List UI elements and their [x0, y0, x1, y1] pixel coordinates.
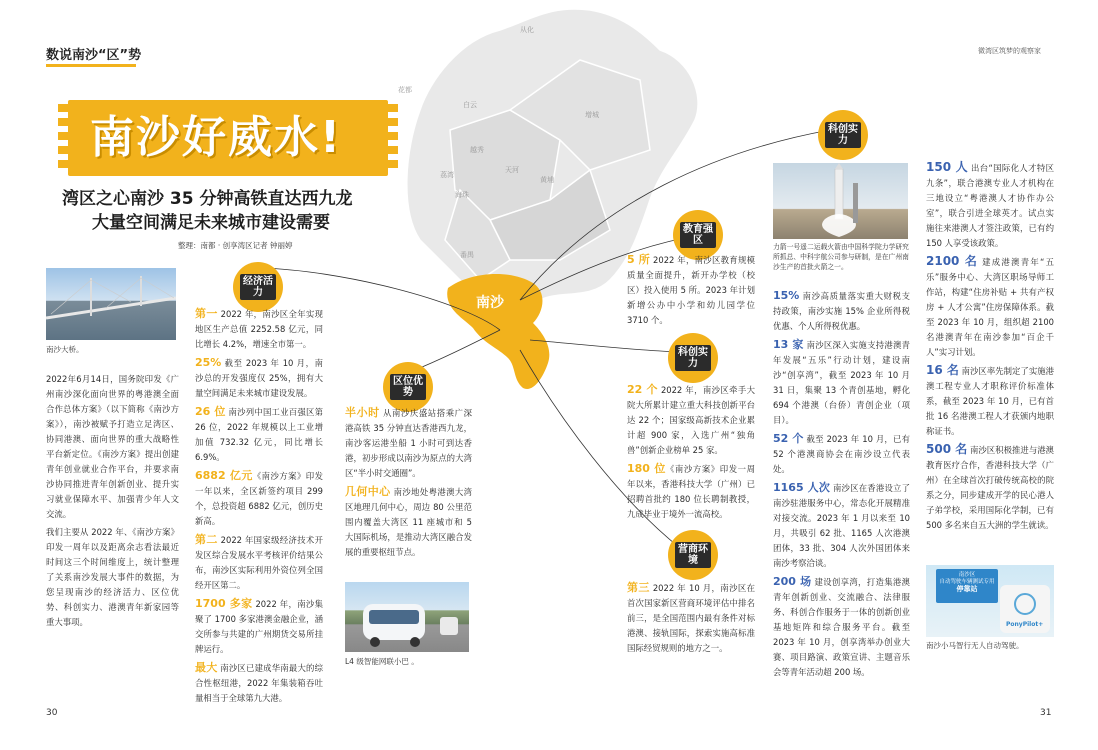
stat-item: 第三 2022 年 10 月，南沙区在首次国家新区营商环境评估中排名前三，是全国范围内最有条件对标港澳、接轨国际，探索实施高标准国际经贸规则的地方之一。	[627, 581, 755, 653]
title-dots	[58, 104, 70, 174]
stat-item: 22 个 2022 年，南沙区牵手大院大所累计建立重大科技创新平台达 22 个；国家级高新技术企业累计超 900 家，入选广州“独角兽”创新企业榜单 25 家。	[627, 383, 755, 455]
badge-economy: 经济活力	[233, 262, 283, 312]
photo-nansha-bridge	[46, 268, 176, 340]
badge-education: 教育强区	[673, 210, 723, 260]
stat-item: 6882 亿元《南沙方案》印发一年以来，全区新签约项目 299 个，总投资超 6882 亿元，创历史新高。	[195, 469, 323, 526]
map-label: 天河	[505, 166, 519, 174]
ponypilot-logo-circle	[1014, 593, 1036, 615]
map-label: 增城	[585, 111, 599, 119]
stat-item: 25% 截至 2023 年 10 月，南沙总的开发强度仅 25%，拥有大量空间满足未来城市建设发展。	[195, 356, 323, 398]
education-column	[627, 252, 755, 331]
tech-top-column	[773, 288, 910, 683]
badge-location: 区位优势	[383, 362, 433, 412]
photo-rocket-launch	[773, 163, 908, 239]
stat-item: 200 场 建设创享湾，打造集港澳青年创新创业、交流融合、法律服务、科创合作服务于一体的创新创业基地矩阵和综合服务平台。截至 2023 年 10 月，创享湾举办创业大赛、项目路演、政策宣讲、主题音乐会等青年活动超 200 场。	[773, 575, 910, 677]
talent-column	[926, 160, 1054, 536]
badge-tech-mid: 科创实力	[668, 333, 718, 383]
stat-item: 15% 南沙高质量落实重大财税支持政策，南沙实施 15% 企业所得税优惠、个人所得税优惠。	[773, 289, 910, 331]
subtitle-line2: 大量空间满足未来城市建设需要	[92, 213, 330, 233]
stat-item: 150 人 出台“国际化人才特区九条”，联合港澳专业人才机构在三地设立“粤港澳人才协作办公室”，联合引进全球英才。试点实施往来港澳人才签注政策，已有约 150 人享受该政策。	[926, 160, 1054, 248]
intro-paragraph: 2022年6月14日，国务院印发《广州南沙深化面向世界的粤港澳全面合作总体方案》（以下简称《南沙方案》），南沙被赋予打造立足湾区、协同港澳、面向世界的重大战略性平台新定位。《南沙方案》提出创建青年创业就业合作平台，并要求南沙协同推进青年创新创业、提升实习就业保障水平、加强青少年人文交流。	[46, 374, 179, 519]
photo-smart-bus	[345, 582, 469, 652]
map-label: 海珠	[455, 191, 469, 199]
page-title: 南沙好威水!	[90, 112, 343, 163]
stat-item: 52 个 截至 2023 年 10 月，已有 52 个港澳商协会在南沙设立代表处。	[773, 432, 910, 474]
map-label: 黄埔	[540, 176, 554, 184]
stat-item: 1165 人次 南沙区在香港设立了南沙驻港服务中心，常态化开展精准对接交流。2023 年 1 月以来至 10 月，共吸引 62 批、1165 人次港澳团体，33 批、304 人次外国团体来南沙考察洽谈。	[773, 481, 910, 568]
intro-column	[46, 372, 179, 633]
stat-item: 500 名 南沙区积极推进与港澳教育医疗合作，香港科技大学（广州）在全球首次打破传统高校的院系之分，同步建成开学的民心港人子弟学校，采用国际化学制，已有 500 多名来自五大洲的学生就读。	[926, 442, 1054, 530]
page-number-left: 30	[46, 708, 58, 718]
location-column	[345, 405, 472, 563]
stat-item: 180 位《南沙方案》印发一周年以来，香港科技大学（广州）已招聘首批约 180 位长聘制教授，九成毕业于境外一流高校。	[627, 462, 755, 519]
stat-item: 26 位 南沙列中国工业百强区第 26 位，2022 年规模以上工业增加值 732.32 亿元，同比增长 6.9%。	[195, 405, 323, 462]
map-label: 白云	[463, 101, 477, 109]
map-label: 花都	[398, 86, 412, 94]
bus-stop-sign: 南沙区 自动驾驶车辆测试专用 停靠站	[936, 569, 998, 603]
title-dots	[386, 104, 398, 174]
stat-item: 半小时 从南沙庆盛站搭乘广深港高铁 35 分钟直达香港西九龙，南沙客运港坐船 1 小时可到达香港，初步形成以南沙为原点的大湾区“半小时交通圈”。	[345, 406, 472, 478]
photo-caption: 南沙大桥。	[46, 345, 84, 354]
stat-item: 5 所 2022 年，南沙区教育规模质量全面提升，新开办学校（校区）投入使用 5 所。2023 年计划新增公办中小学和幼儿园学位 3710 个。	[627, 253, 756, 325]
stat-item: 2100 名 建成港澳青年“五乐”服务中心、大湾区职场导师工作站，构建“住房补贴 + 共有产权房 + 人才公寓”住房保障体系。截至 2023 年 10 月，组织超 2100 名港澳青年在南沙参加“百企千人”实习计划。	[926, 254, 1054, 357]
stat-item: 13 家 南沙区深入实施支持港澳青年发展“五乐”行动计划，建设南沙“创享湾”，截至 2023 年 10 月 31 日，集聚 13 个青创基地，孵化 694 个港澳（台侨）青创企业（项目）。	[773, 338, 910, 425]
badge-tech-top: 科创实力	[818, 110, 868, 160]
stat-item: 16 名 南沙区率先制定了实施港澳工程专业人才职称评价标准体系，截至 2023 年 10 月，已有首批 16 名港澳工程人才获颁内地职称证书。	[926, 363, 1054, 436]
stat-item: 第一 2022 年，南沙区全年实现地区生产总值 2252.58 亿元，同比增长 4.2%，增速全市第一。	[195, 307, 324, 349]
byline: 整理：南都 · 创享湾区记者 钟丽婷	[178, 241, 293, 250]
tech-mid-column	[627, 382, 755, 525]
stat-item: 1700 多家 2022 年，南沙集聚了 1700 多家港澳金融企业，涵交所参与共建的广州期货交易所挂牌运行。	[195, 597, 324, 654]
badge-business: 营商环境	[668, 530, 718, 580]
stat-item: 最大 南沙区已建成华南最大的综合性枢纽港，2022 年集装箱吞吐量相当于全球第九大港。	[195, 661, 323, 703]
intro-paragraph: 我们主要从 2022 年、《南沙方案》印发一周年以及距离余志看法最近时间这三个时间维度上，统计整理了关系南沙发展大事件的数据，为您呈现南沙的经济活力、区位优势、科创实力、港澳青年新家园等重大事项。	[46, 527, 179, 627]
photo-caption: 力箭一号遥二运载火箭由中国科学院力学研究所抓总、中科宇航公司参与研制，是在广州南沙生产的首批火箭之一。	[773, 243, 909, 271]
economy-column	[195, 306, 323, 709]
business-column	[627, 580, 755, 659]
map-label: 番禺	[460, 251, 474, 259]
header-left: 数说南沙“区”势	[46, 48, 142, 63]
page-number-right: 31	[1040, 708, 1052, 718]
map-label: 越秀	[470, 146, 484, 154]
map-label: 荔湾	[440, 171, 454, 179]
photo-ponypilot-robotaxi	[926, 565, 1054, 637]
photo-caption: 南沙小马智行无人自动驾驶。	[926, 641, 1024, 650]
ponypilot-brand: PonyPilot+	[1006, 621, 1044, 628]
map-label: 从化	[520, 26, 534, 34]
nansha-label: 南沙	[476, 295, 504, 311]
header-right: 微湾区筑梦的观察家	[978, 47, 1041, 55]
subtitle-line1: 湾区之心南沙 35 分钟高铁直达西九龙	[62, 189, 353, 209]
stat-item: 几何中心 南沙地处粤港澳大湾区地理几何中心，周边 80 公里范围内覆盖大湾区 11 座城市和 5 大国际机场，是推动大湾区融合发展的重要枢纽节点。	[345, 485, 472, 557]
header-rule-left	[46, 64, 136, 67]
photo-caption: L4 级智能网联小巴 。	[345, 657, 419, 666]
stat-item: 第二 2022 年国家级经济技术开发区综合发展水平考核评价结果公布，南沙区实际利用外资位列全国经开区第二。	[195, 533, 324, 590]
